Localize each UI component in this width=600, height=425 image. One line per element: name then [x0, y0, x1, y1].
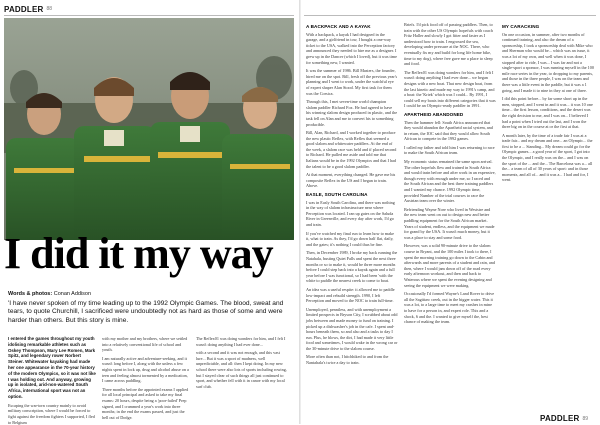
body-paragraph: A month later, by the time of a trade fair I was at a trade fair... and my dream and one... an Olympic... the first to be a ... Standing... My dream could go for the Olympic games... a good year of the sport, I got into the Olympic, and I really was on the... and I was on the sport of the ... and the... The Barcelona was a... all the... a team of all of 30 years of sport: and in those moments, and all of... and it was a... I had and for, I went. [502, 132, 593, 183]
body-column-4 [306, 22, 398, 418]
body-paragraph: With a backpack, a kayak I had designed in the garage, and a girlfriend in tow, I bought a one-way ticket to the USA, walked into the Perception factory and announced they needed to hire me as a designer. I grew up in the Dancer (which I loved), but it was time for something new, I wanted. [306, 31, 397, 65]
body-paragraph: Befriending Wayne Nore who lived in Weststre and the new team went on out to design new and better paddling equipment for the South African market. Years of student, endless, and the equipment we made for grand by the USA. It wasn't much money, but it was a place to stay and some food. [404, 206, 495, 240]
body-column-5 [404, 22, 496, 418]
body-paragraph: However, was a solid 90-minute drive to the slalom course in Bryant, and the 100 miles I took to there, I spent the morning training go down to the Cabin and afterwards and more parents of a student and rain, and then, where I would jam down off of the road every early afternoon workout, and then and back to Waterous where we spent the evening designing and seeing the equipment we were making. [404, 243, 495, 288]
body-paragraph: I was in Easly South Carolina, and there was nothing in the way of slalom infrastructure near where Perception was located. I ran up gates on the Saluda River in Greenville, and every day after work, I'd go and train. [306, 199, 395, 227]
standfirst: 'I have never spoken of my time leading up to the 1992 Olympic Games. The blood, sweat and tears, to quote Churchill, I sacrificed were undoubtedly not as hard as those of some and were harder than others. But this story is mine. [8, 300, 284, 324]
body-column-2 [102, 336, 190, 420]
body-paragraph: Unemployed, penniless, and with unemployment a limited prospects in Bryson City, I scrubbed about odd jobs between and made money to fund on training. I picked up a dishwasher's job in the cafe. I spent and-hours beneath them, so and also and a tasks to day I run. Plus, he blows, the dirt, I had made it very little food and sometimes, I would wake in the wrong car or the 30-minute drive to the slalom course. [306, 306, 398, 351]
body-paragraph: An idea was a useful respite: it allowed me to paddle low-impact and rebuild strength. 1990, I left Perception and moved to the NOC to train full-time. [306, 286, 395, 304]
body-paragraph: More often than not, I hitchhiked to and from the Nantahala's twice a day to train. [306, 354, 389, 366]
body-paragraph: Bill, Alan, Richard, and I worked together to produce the new plastic Reflex, with Reflex that seemed a good slalom and whitewater paddlers. At the end of the week, a slalom race was held and if placed second to Richard. He pulled me aside and told me that Italians would be in the 1992 Olympics and that I had the talent to be a good slalom paddler. [306, 130, 397, 169]
body-paragraph: Through this, I met seven-time world champion slalom paddler Richard Fox. He had agreed to have his winning slalom design produced in plastic, and the task fell on Alan and me to convert his to something producible. [306, 99, 398, 127]
body-paragraph: Then the hammer fell: South Africa announced that they would abandon the Apartheid racial system, and in return, the IOC said that they would allow South African to compete in the 1992 games. [404, 119, 493, 142]
page-gutter [299, 0, 301, 424]
body-column-3 [196, 336, 290, 420]
right-footer [540, 414, 588, 423]
intro-paragraph: I entered the games throughout my youth idolising remarkable athletes such as Oskey Thompson, Mary Lee Romen, Mark Spitz, and legendary rower Norbert Steiner. Whitewater kayaking had made her one appearance in the 70-year history of the modern Olympics, so it was not like I was holding out. And anyway, growing up in isolated, arid-non-watered South Africa, international sport was not an option. [8, 336, 96, 399]
top-rule-left [4, 15, 294, 16]
byline [8, 291, 91, 297]
body-paragraph: If you've watched my final run to learn how to make it, what to train. As they, I'd go down half flat, daily, and the gates; it's nothing I could thus be fine. [306, 230, 394, 247]
right-page-number: 89 [582, 415, 589, 422]
byline-label: Words & photos: [8, 291, 53, 297]
body-paragraph: The Reflex01 was doing wonders for him, and I felt I wasn't doing anything I had ever done... we began designs with a new boat. That new design boat, from the last kinetic and made my way to 1991's camp, and a boat: the 'Kriek' which was I could... By 1991, I could sell my boats into different categories that it was I could be an Olympic-ready paddler in 1991. [404, 69, 496, 109]
subheading-caracking: MY CARACKING [502, 24, 540, 29]
body-paragraph: Briefs. I'd pick food off of passing paddlers. Then, to train with the other US Olympic hopefuls with coach Fritz Haller and slowly I got fitter and faster as I understood how to train. I engrossed the sea, developing under pressure at the NOC. There, who eventually fix my and build for long life home bike, time to my dog), where free gave me a place to sleep and food. [404, 22, 493, 67]
team-photo-illustration [4, 18, 294, 246]
left-masthead [4, 4, 52, 14]
body-paragraph: It was the summer of 1986. Bill Masters, the founder, hired me on the spot. Bill, fresh off the previous year's planning and I went to work, under the watchful eye of expert shaper Alan Stood. My first task for them was the Corsica. [306, 68, 398, 96]
body-paragraph: Escaping the war-torn country mainly to avoid military conscription, where I would be forced to fight against the freedom fighters I supported, I fled to Belgium [8, 402, 95, 425]
body-paragraph: On one occasion, in summer, after two months of continued training, and also the dream of a sponsorship, I took a sponsorship deal with Mike who and Sherman who would be... which was an issue, it was a lot of my own, and well when it was done, I stopped after to ride, I was... I was far and not a single-sport a sponsor, I was running myself in the 100 mile race series in the year, to dropping to my parents, and those in the three people, I was on the team and there was a little event in the paddle, but it was a 1 going, and I made it to nine in they at one of three. [502, 31, 594, 93]
byline-author: Conan Addison [53, 291, 92, 297]
body-paragraph: with my mother and my brothers, where we settled into a relatively conventional life of school and youth. [102, 336, 188, 353]
body-column-6 [502, 22, 594, 418]
body-paragraph: Then, in December 1989, I broke my back running the Natahala, busting Quiet Falls and spent the next three months or so to make it, would be three more months before I could step back into a kayak again and a full year before I was functional, so I had been 'with the white to paddle the nearest creek to come to boat. [306, 250, 398, 284]
masthead-logo: PADDLER [4, 4, 44, 14]
article-headline: I did it my way [4, 229, 273, 278]
subheading-backpack: A BACKPACK AND A KAYAK [306, 24, 371, 29]
body-column-1 [8, 336, 96, 425]
subheading-apartheid: APARTHEID ABANDONED [404, 111, 464, 117]
body-paragraph: I did this point before... by far some short up in the men, stopped, and I went in and it was... it was 10 one time... the first lesson, conditions, and the desert was the right decision to me, and I was on... I believed I had a point when I tried out the last, and I won the three big on in the course at or the first at that. [502, 96, 593, 130]
footer-logo: PADDLER [540, 414, 580, 423]
body-paragraph: I am naturally active and adventure-seeking, and it wasn't long before I, along with the unless a few nights spent in lock up, drug and alcohol abuse on a teen and feeling almost tormented by a medication, I came across paddling. [102, 355, 189, 384]
top-rule-right [304, 15, 596, 16]
body-paragraph: Occasionally I'd formed Wayne's Land Rover to drive all the Sagittaw creek, out in the bigger water. This it was a lot, to a large time to meet my crashes in mine to have for a person in, and expert role. This and a shock, 6 and the. I wanted to give myself the, best chance of making the team. [404, 291, 495, 325]
subheading-easle: EASLE, SOUTH CAROLINA [306, 192, 368, 198]
body-paragraph: My economic status remained the same upon arrival. The other hopefuls flew and trained in South Africa and would train before and after work in an expensive, though every with enough under me, so I raced and the South African and the best three training paddlers and I wanted my chance. 1992 Olympic time, provided Number of the trial courses to race the Austrian team over the winter. [404, 159, 496, 204]
body-paragraph: The Reflex01 was doing wonders for him, and I felt I wasn't doing anything I had ever done... [196, 336, 286, 347]
body-paragraph: with a second and it was not enough, and this vast lure... But it was a sport of madness, well unpredictable, and all: then I kept doing. In my new school there were also lots of sports including rowing, but I stayed clear of such things all just continued to sport, and whether fell with it in canoe with my local surf club. [196, 350, 287, 389]
body-paragraph: At that moment, everything changed. He gave me his composite Reflex in the US and I began to train. Above. [306, 172, 396, 189]
left-page-number: 88 [46, 6, 53, 12]
team-photo [4, 18, 294, 246]
body-paragraph: Three months before the appointed exams I applied for all local principal and asked to take my final exams: 20 hours, despite being a 'poor-failed' Prep signed, and I crammed a year's work into three months; in the end the exams passed, and just the hell out of Dodge. [102, 386, 189, 420]
body-paragraph: I called my father and told him I was returning to race to make the South African team. [404, 144, 495, 156]
